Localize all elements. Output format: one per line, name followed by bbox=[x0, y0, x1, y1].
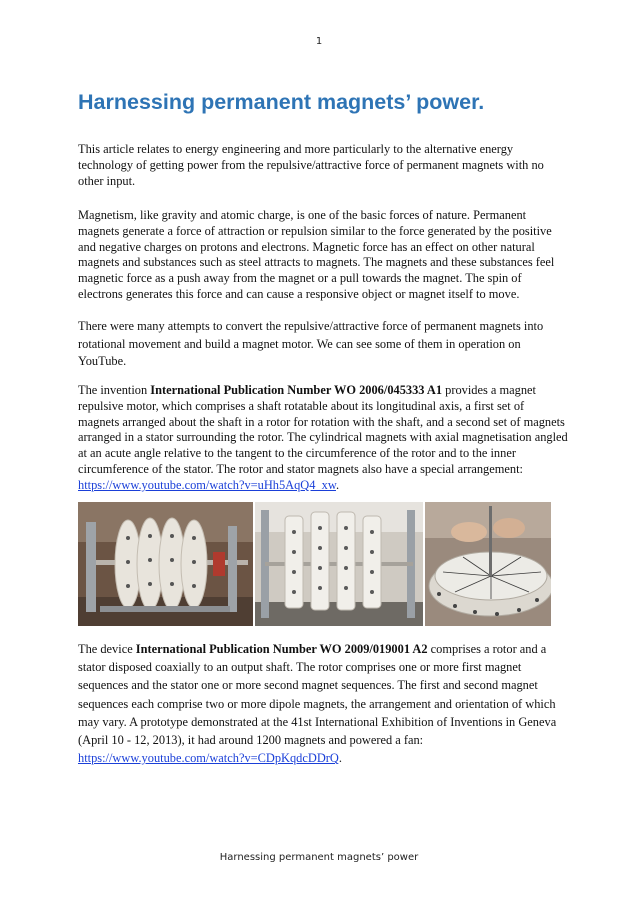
photo-1-illustration bbox=[78, 502, 253, 626]
p4-text-pre: The invention bbox=[78, 383, 151, 397]
page-number: 1 bbox=[315, 36, 323, 47]
p5-text-body: comprises a rotor and a stator disposed coaxially to an output shaft. The rotor comprises one or more first magnet sequences and the stator one or more second magnet sequences. The first and second magnet sequences each comprise two or more dipole magnets, the arrangement and orientation of which may vary. A prototype demonstrated at the 41st International Exhibition of Inventions in Geneva (April 10 - 12, 2013), it had around 1200 magnets and powered a fan: bbox=[78, 642, 557, 748]
youtube-link-2[interactable]: https://www.youtube.com/watch?v=CDpKqdcDDrQ bbox=[78, 751, 339, 766]
paragraph-invention-wo2006 bbox=[78, 383, 568, 494]
paragraph-device-wo2009 bbox=[78, 640, 568, 767]
photo-magnet-disc bbox=[425, 502, 551, 626]
p5-publication-number: International Publication Number WO 2009/019001 A2 bbox=[135, 642, 428, 656]
paragraph-attempts: There were many attempts to convert the repulsive/attractive force of permanent magnets into rotational movement and build a magnet motor. We can see some of them in operation on YouTube. bbox=[78, 319, 544, 368]
page-title: Harnessing permanent magnets’ power. bbox=[78, 90, 485, 114]
photo-3-illustration bbox=[425, 502, 551, 626]
youtube-link-1[interactable]: https://www.youtube.com/watch?v=uHh5AqQ4_xw bbox=[78, 477, 336, 492]
p5-text-post: . bbox=[338, 751, 342, 766]
page-footer: Harnessing permanent magnets’ power bbox=[219, 852, 419, 863]
p4-publication-number: International Publication Number WO 2006/045333 A1 bbox=[150, 383, 443, 397]
p4-text-body: provides a magnet repulsive motor, which comprises a shaft rotatable about its longitudinal axis, a first set of magnets arranged about the shaft in a rotor for rotation with the shaft, and a second set of magnets arranged in a stator surrounding the rotor. The cylindrical magnets with axial magnetisation angled at an acute angle relative to the tangent to the circumference of the rotor and to the inner circumference of the stator. The rotor and stator magnets also have a special arrangement: bbox=[78, 383, 568, 476]
photo-magnet-motor-1 bbox=[78, 502, 253, 626]
photo-magnet-motor-2 bbox=[255, 502, 423, 626]
p4-text-post: . bbox=[335, 477, 340, 492]
paragraph-magnetism: Magnetism, like gravity and atomic charge, is one of the basic forces of nature. Permanent magnets generate a force of attraction or repulsion similar to the force generated by the positive and negative charges on protons and electrons. Magnetic force has an effect on other natural magnets and substances such as steel attracts to magnets. The magnets and these substances feel magnetic force as a push away from the magnet or a pull towards the magnet. The spin of electrons generates this force and can cause a responsive object or magnet itself to move. bbox=[78, 208, 555, 301]
paragraph-intro: This article relates to energy engineering and more particularly to the alternative energy technology of getting power from the repulsive/attractive force of permanent magnets with no other input. bbox=[78, 142, 544, 188]
p5-text-pre: The device bbox=[78, 642, 136, 656]
figure-photos bbox=[78, 502, 551, 626]
photo-2-illustration bbox=[255, 502, 423, 626]
